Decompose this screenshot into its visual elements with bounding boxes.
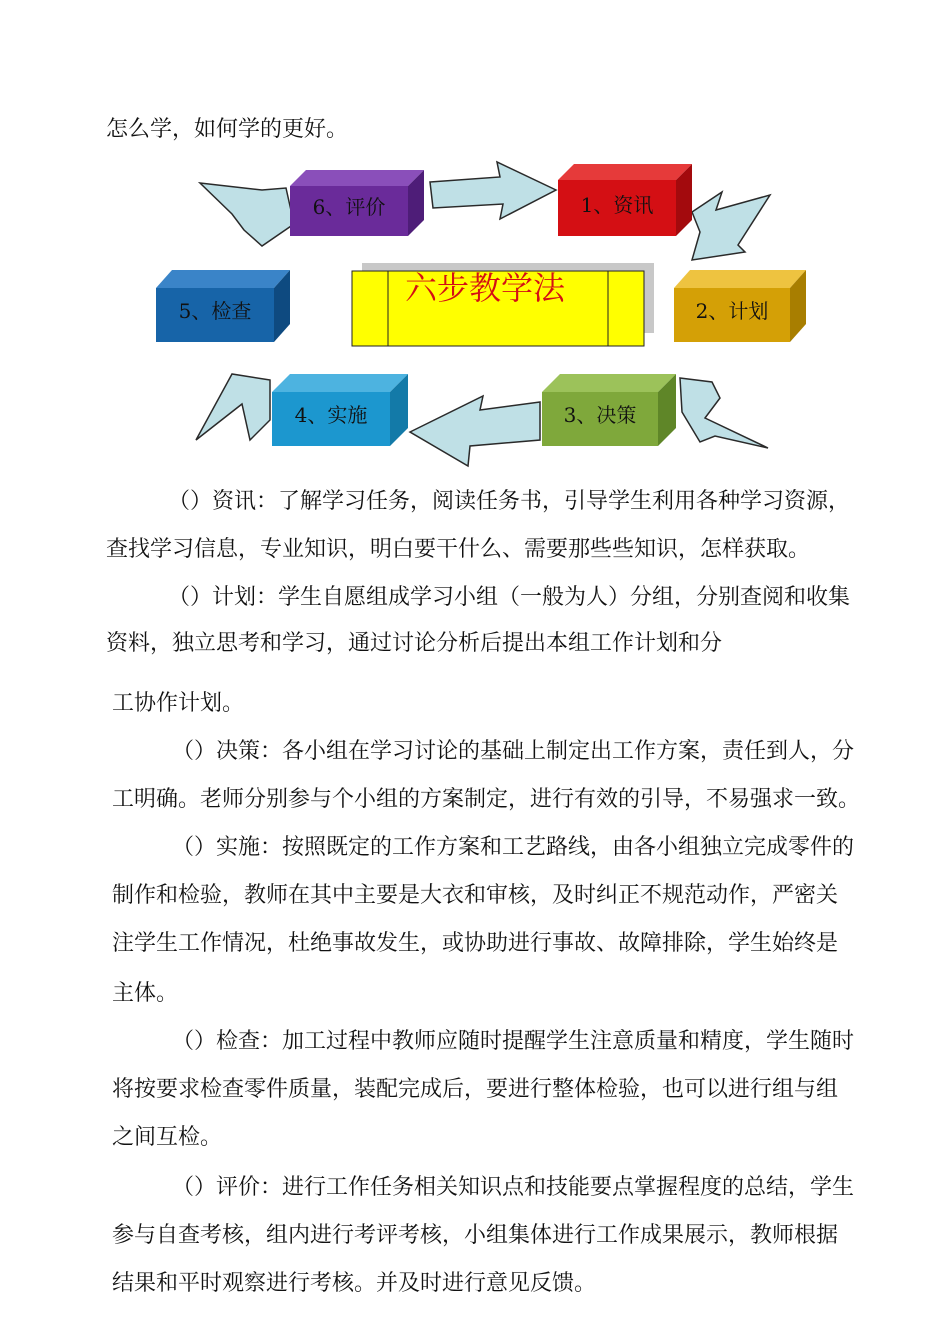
- step-5-box: [156, 270, 290, 342]
- step-2-label: 2、计划: [695, 299, 769, 323]
- step-5-label: 5、检查: [178, 299, 252, 323]
- arrow-4-to-5: [196, 374, 270, 440]
- p5-line2: 将按要求检查零件质量，装配完成后，要进行整体检验，也可以进行组与组: [112, 1077, 839, 1102]
- p4-line3: 注学生工作情况，杜绝事故发生，或协助进行事故、故障排除，学生始终是: [112, 931, 839, 956]
- intro-line: 怎么学，如何学的更好。: [106, 117, 349, 142]
- step-3-label: 3、决策: [563, 403, 637, 427]
- p4-line1: （）实施：按照既定的工作方案和工艺路线，由各小组独立完成零件的: [172, 835, 855, 860]
- step-1-box: [558, 164, 692, 236]
- arrow-3-to-4: [410, 396, 540, 466]
- arrow-5-to-6: [200, 183, 294, 246]
- step-6-box: [290, 170, 424, 236]
- p2-line1: （）计划：学生自愿组成学习小组（一般为人）分组，分别查阅和收集: [168, 585, 851, 610]
- six-step-diagram: [0, 0, 950, 480]
- arrow-2-to-3: [680, 378, 768, 448]
- step-4-label: 4、实施: [294, 403, 368, 427]
- p6-line3: 结果和平时观察进行考核。并及时进行意见反馈。: [112, 1271, 597, 1296]
- p2-line3: 工协作计划。: [112, 691, 245, 716]
- center-title: 六步教学法: [404, 269, 566, 307]
- step-4-box: [272, 374, 408, 446]
- p6-line1: （）评价：进行工作任务相关知识点和技能要点掌握程度的总结，学生: [172, 1175, 855, 1200]
- p5-line1: （）检查：加工过程中教师应随时提醒学生注意质量和精度，学生随时: [172, 1029, 855, 1054]
- step-6-label: 6、评价: [312, 195, 386, 219]
- p1-line2: 查找学习信息，专业知识，明白要干什么、需要那些些知识，怎样获取。: [106, 537, 811, 562]
- p6-line2: 参与自查考核，组内进行考评考核，小组集体进行工作成果展示，教师根据: [112, 1223, 839, 1248]
- p4-line2: 制作和检验，教师在其中主要是大衣和审核，及时纠正不规范动作，严密关: [112, 883, 839, 908]
- step-1-label: 1、资讯: [580, 193, 654, 217]
- p1-line1: （）资讯：了解学习任务，阅读任务书，引导学生利用各种学习资源，: [168, 489, 851, 514]
- p5-line3: 之间互检。: [112, 1125, 223, 1150]
- p4-line4: 主体。: [112, 981, 179, 1006]
- p3-line2: 工明确。老师分别参与个小组的方案制定，进行有效的引导，不易强求一致。: [112, 787, 861, 812]
- step-2-box: [674, 270, 806, 342]
- p3-line1: （）决策：各小组在学习讨论的基础上制定出工作方案，责任到人，分: [172, 739, 855, 764]
- step-3-box: [542, 374, 676, 446]
- p2-line2: 资料，独立思考和学习，通过讨论分析后提出本组工作计划和分: [106, 631, 723, 656]
- arrow-6-to-1: [430, 162, 556, 219]
- arrow-1-to-2: [692, 192, 770, 260]
